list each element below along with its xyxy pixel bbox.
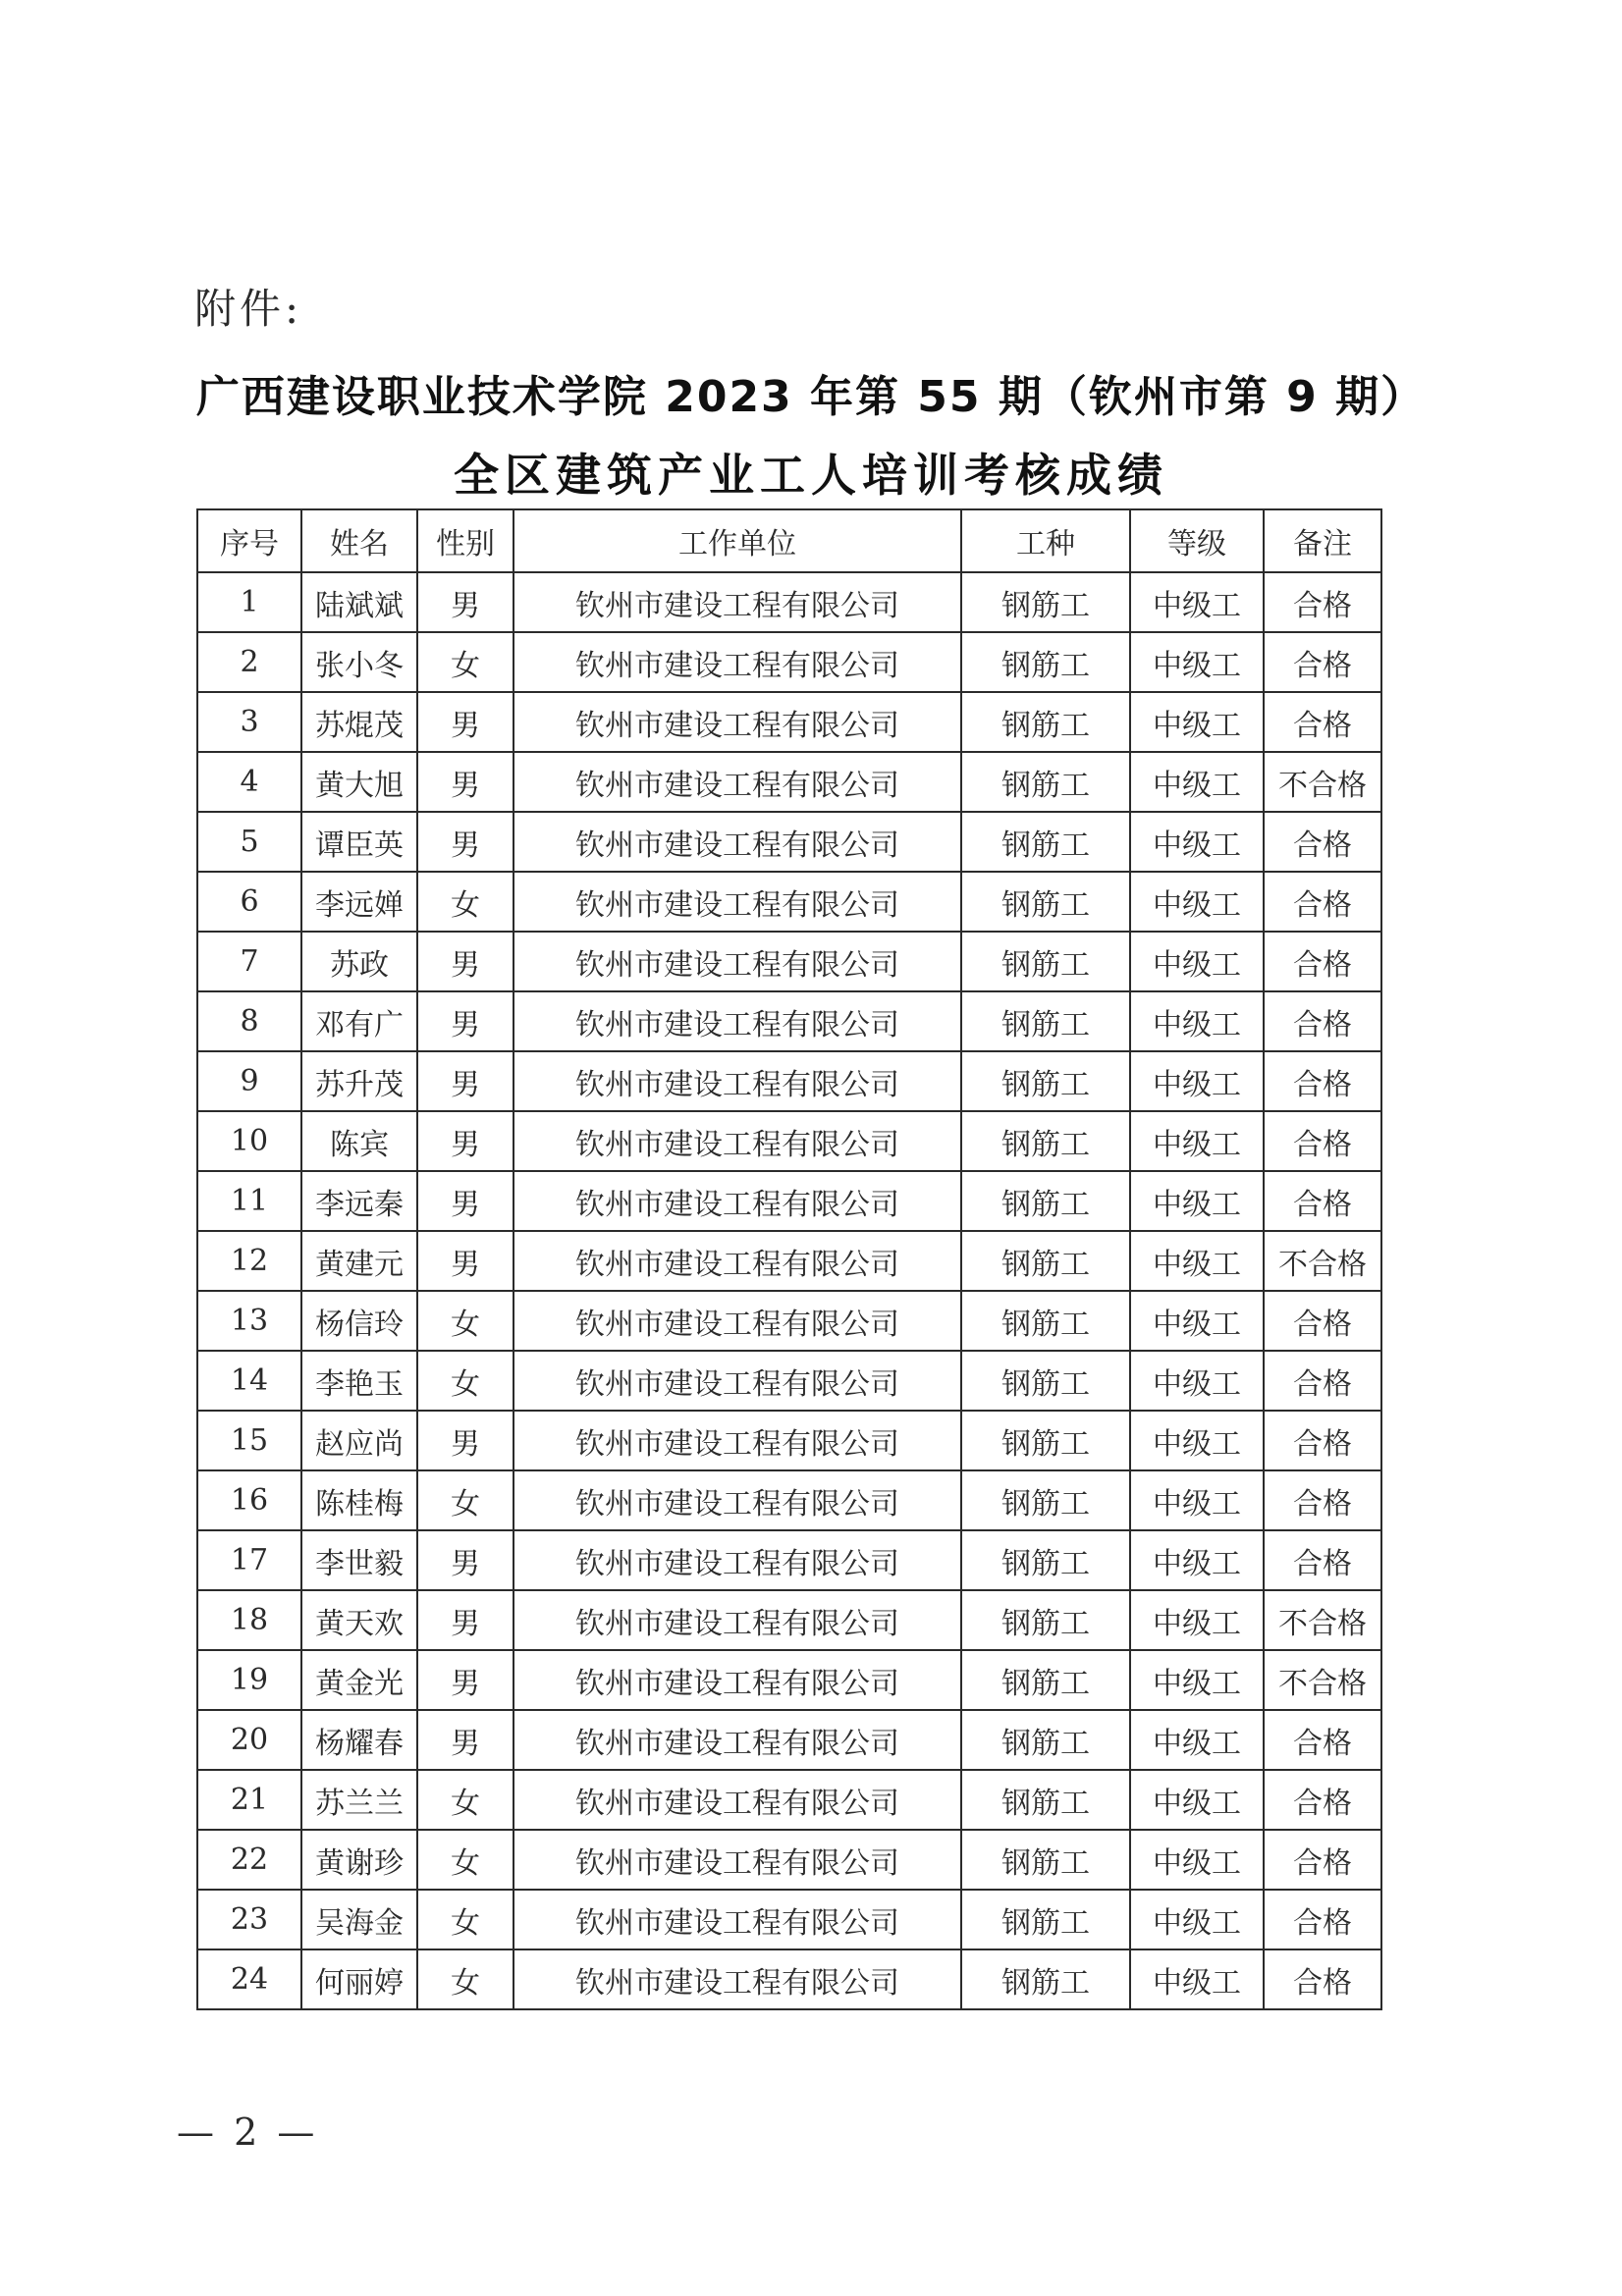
cell-level: 中级工	[1130, 1051, 1264, 1111]
document-subtitle: 全区建筑产业工人培训考核成绩	[454, 449, 1168, 502]
cell-remark: 不合格	[1264, 1650, 1381, 1710]
cell-workplace: 钦州市建设工程有限公司	[514, 1830, 961, 1890]
cell-serial: 1	[197, 572, 301, 632]
header-serial: 序号	[197, 509, 301, 572]
cell-workplace: 钦州市建设工程有限公司	[514, 1051, 961, 1111]
cell-remark: 合格	[1264, 872, 1381, 932]
cell-workplace: 钦州市建设工程有限公司	[514, 812, 961, 872]
cell-serial: 19	[197, 1650, 301, 1710]
cell-remark: 合格	[1264, 692, 1381, 752]
cell-trade: 钢筋工	[961, 1590, 1130, 1650]
cell-trade: 钢筋工	[961, 1351, 1130, 1411]
cell-trade: 钢筋工	[961, 572, 1130, 632]
cell-serial: 6	[197, 872, 301, 932]
header-name: 姓名	[301, 509, 417, 572]
cell-workplace: 钦州市建设工程有限公司	[514, 1949, 961, 2009]
table-row	[197, 1351, 1381, 1411]
table-row	[197, 1890, 1381, 1949]
table-row	[197, 872, 1381, 932]
cell-serial: 24	[197, 1949, 301, 2009]
results-table	[196, 508, 1382, 2010]
cell-remark: 合格	[1264, 572, 1381, 632]
cell-name: 苏升茂	[301, 1051, 417, 1111]
cell-level: 中级工	[1130, 1411, 1264, 1470]
cell-gender: 女	[417, 1351, 514, 1411]
cell-level: 中级工	[1130, 1231, 1264, 1291]
cell-workplace: 钦州市建设工程有限公司	[514, 1650, 961, 1710]
cell-serial: 16	[197, 1470, 301, 1530]
cell-remark: 合格	[1264, 1051, 1381, 1111]
cell-gender: 女	[417, 1291, 514, 1351]
cell-trade: 钢筋工	[961, 1710, 1130, 1770]
cell-name: 何丽婷	[301, 1949, 417, 2009]
cell-workplace: 钦州市建设工程有限公司	[514, 692, 961, 752]
cell-level: 中级工	[1130, 932, 1264, 991]
table-row	[197, 1830, 1381, 1890]
cell-name: 张小冬	[301, 632, 417, 692]
cell-name: 苏兰兰	[301, 1770, 417, 1830]
cell-gender: 男	[417, 572, 514, 632]
table-row	[197, 1949, 1381, 2009]
table-row	[197, 991, 1381, 1051]
cell-serial: 3	[197, 692, 301, 752]
cell-trade: 钢筋工	[961, 1890, 1130, 1949]
cell-trade: 钢筋工	[961, 1770, 1130, 1830]
cell-gender: 男	[417, 752, 514, 812]
cell-serial: 4	[197, 752, 301, 812]
cell-remark: 合格	[1264, 1171, 1381, 1231]
cell-remark: 合格	[1264, 1710, 1381, 1770]
cell-name: 陈宾	[301, 1111, 417, 1171]
cell-gender: 女	[417, 1949, 514, 2009]
cell-level: 中级工	[1130, 1351, 1264, 1411]
cell-trade: 钢筋工	[961, 1830, 1130, 1890]
cell-gender: 男	[417, 692, 514, 752]
cell-name: 苏焜茂	[301, 692, 417, 752]
cell-trade: 钢筋工	[961, 632, 1130, 692]
cell-remark: 合格	[1264, 1770, 1381, 1830]
cell-level: 中级工	[1130, 812, 1264, 872]
cell-level: 中级工	[1130, 1171, 1264, 1231]
cell-name: 邓有广	[301, 991, 417, 1051]
cell-trade: 钢筋工	[961, 991, 1130, 1051]
cell-name: 杨耀春	[301, 1710, 417, 1770]
cell-name: 黄金光	[301, 1650, 417, 1710]
cell-level: 中级工	[1130, 1470, 1264, 1530]
cell-workplace: 钦州市建设工程有限公司	[514, 1291, 961, 1351]
cell-gender: 女	[417, 872, 514, 932]
cell-remark: 合格	[1264, 1890, 1381, 1949]
cell-gender: 女	[417, 1770, 514, 1830]
cell-trade: 钢筋工	[961, 1949, 1130, 2009]
cell-name: 杨信玲	[301, 1291, 417, 1351]
cell-level: 中级工	[1130, 1710, 1264, 1770]
table-row	[197, 1171, 1381, 1231]
cell-serial: 17	[197, 1530, 301, 1590]
header-gender: 性别	[417, 509, 514, 572]
cell-gender: 女	[417, 632, 514, 692]
cell-trade: 钢筋工	[961, 1051, 1130, 1111]
cell-serial: 9	[197, 1051, 301, 1111]
cell-name: 李艳玉	[301, 1351, 417, 1411]
cell-remark: 合格	[1264, 812, 1381, 872]
cell-name: 黄建元	[301, 1231, 417, 1291]
cell-level: 中级工	[1130, 752, 1264, 812]
cell-serial: 21	[197, 1770, 301, 1830]
cell-name: 谭臣英	[301, 812, 417, 872]
cell-level: 中级工	[1130, 1830, 1264, 1890]
cell-trade: 钢筋工	[961, 872, 1130, 932]
cell-remark: 合格	[1264, 991, 1381, 1051]
cell-remark: 合格	[1264, 632, 1381, 692]
cell-name: 黄天欢	[301, 1590, 417, 1650]
cell-remark: 不合格	[1264, 1590, 1381, 1650]
cell-level: 中级工	[1130, 872, 1264, 932]
cell-remark: 合格	[1264, 1111, 1381, 1171]
cell-gender: 男	[417, 1590, 514, 1650]
cell-trade: 钢筋工	[961, 1530, 1130, 1590]
cell-workplace: 钦州市建设工程有限公司	[514, 1351, 961, 1411]
cell-workplace: 钦州市建设工程有限公司	[514, 1710, 961, 1770]
cell-trade: 钢筋工	[961, 1650, 1130, 1710]
cell-level: 中级工	[1130, 1291, 1264, 1351]
cell-gender: 男	[417, 1231, 514, 1291]
cell-gender: 女	[417, 1830, 514, 1890]
cell-gender: 男	[417, 991, 514, 1051]
cell-serial: 23	[197, 1890, 301, 1949]
cell-gender: 男	[417, 1411, 514, 1470]
cell-name: 李远秦	[301, 1171, 417, 1231]
cell-workplace: 钦州市建设工程有限公司	[514, 1111, 961, 1171]
cell-name: 李世毅	[301, 1530, 417, 1590]
table-row	[197, 1470, 1381, 1530]
cell-name: 李远婵	[301, 872, 417, 932]
cell-remark: 合格	[1264, 1470, 1381, 1530]
results-table-container	[196, 508, 1380, 2010]
cell-level: 中级工	[1130, 1890, 1264, 1949]
table-row	[197, 1710, 1381, 1770]
cell-level: 中级工	[1130, 1530, 1264, 1590]
table-row	[197, 932, 1381, 991]
table-row	[197, 1770, 1381, 1830]
cell-workplace: 钦州市建设工程有限公司	[514, 1890, 961, 1949]
table-row	[197, 1051, 1381, 1111]
table-row	[197, 1111, 1381, 1171]
cell-workplace: 钦州市建设工程有限公司	[514, 932, 961, 991]
cell-gender: 男	[417, 1171, 514, 1231]
cell-gender: 女	[417, 1890, 514, 1949]
table-row	[197, 812, 1381, 872]
cell-workplace: 钦州市建设工程有限公司	[514, 1770, 961, 1830]
cell-gender: 男	[417, 932, 514, 991]
cell-remark: 合格	[1264, 1830, 1381, 1890]
cell-name: 陆斌斌	[301, 572, 417, 632]
cell-name: 黄谢珍	[301, 1830, 417, 1890]
cell-trade: 钢筋工	[961, 1111, 1130, 1171]
table-row	[197, 632, 1381, 692]
cell-workplace: 钦州市建设工程有限公司	[514, 872, 961, 932]
cell-remark: 合格	[1264, 1949, 1381, 2009]
cell-level: 中级工	[1130, 1949, 1264, 2009]
cell-remark: 合格	[1264, 1351, 1381, 1411]
cell-workplace: 钦州市建设工程有限公司	[514, 1231, 961, 1291]
cell-remark: 合格	[1264, 932, 1381, 991]
cell-workplace: 钦州市建设工程有限公司	[514, 572, 961, 632]
document-title: 广西建设职业技术学院 2023 年第 55 期（钦州市第 9 期）	[195, 372, 1427, 422]
cell-trade: 钢筋工	[961, 1171, 1130, 1231]
cell-remark: 不合格	[1264, 1231, 1381, 1291]
table-row	[197, 1411, 1381, 1470]
cell-level: 中级工	[1130, 1111, 1264, 1171]
cell-serial: 12	[197, 1231, 301, 1291]
cell-serial: 14	[197, 1351, 301, 1411]
cell-serial: 10	[197, 1111, 301, 1171]
table-row	[197, 692, 1381, 752]
cell-serial: 13	[197, 1291, 301, 1351]
cell-serial: 22	[197, 1830, 301, 1890]
cell-name: 黄大旭	[301, 752, 417, 812]
table-row	[197, 752, 1381, 812]
cell-trade: 钢筋工	[961, 1411, 1130, 1470]
table-row	[197, 1590, 1381, 1650]
header-workplace: 工作单位	[514, 509, 961, 572]
cell-trade: 钢筋工	[961, 692, 1130, 752]
page-number: — 2 —	[177, 2110, 319, 2154]
cell-trade: 钢筋工	[961, 752, 1130, 812]
cell-level: 中级工	[1130, 1590, 1264, 1650]
cell-gender: 男	[417, 812, 514, 872]
cell-gender: 男	[417, 1111, 514, 1171]
cell-workplace: 钦州市建设工程有限公司	[514, 1590, 961, 1650]
table-row	[197, 1231, 1381, 1291]
cell-name: 苏政	[301, 932, 417, 991]
cell-trade: 钢筋工	[961, 932, 1130, 991]
attachment-label: 附件:	[194, 285, 303, 333]
cell-level: 中级工	[1130, 1650, 1264, 1710]
table-row	[197, 1650, 1381, 1710]
cell-workplace: 钦州市建设工程有限公司	[514, 1171, 961, 1231]
table-row	[197, 1291, 1381, 1351]
cell-level: 中级工	[1130, 632, 1264, 692]
cell-trade: 钢筋工	[961, 1231, 1130, 1291]
cell-serial: 2	[197, 632, 301, 692]
cell-serial: 15	[197, 1411, 301, 1470]
cell-remark: 合格	[1264, 1411, 1381, 1470]
cell-workplace: 钦州市建设工程有限公司	[514, 1530, 961, 1590]
table-row	[197, 572, 1381, 632]
cell-level: 中级工	[1130, 572, 1264, 632]
cell-trade: 钢筋工	[961, 1291, 1130, 1351]
cell-serial: 7	[197, 932, 301, 991]
cell-serial: 5	[197, 812, 301, 872]
cell-trade: 钢筋工	[961, 812, 1130, 872]
cell-serial: 8	[197, 991, 301, 1051]
table-header-row	[197, 509, 1381, 572]
header-remark: 备注	[1264, 509, 1381, 572]
cell-serial: 11	[197, 1171, 301, 1231]
cell-serial: 18	[197, 1590, 301, 1650]
cell-gender: 男	[417, 1710, 514, 1770]
table-row	[197, 1530, 1381, 1590]
cell-gender: 男	[417, 1650, 514, 1710]
cell-name: 吴海金	[301, 1890, 417, 1949]
cell-workplace: 钦州市建设工程有限公司	[514, 1470, 961, 1530]
cell-gender: 男	[417, 1530, 514, 1590]
cell-gender: 男	[417, 1051, 514, 1111]
cell-workplace: 钦州市建设工程有限公司	[514, 1411, 961, 1470]
cell-level: 中级工	[1130, 991, 1264, 1051]
cell-workplace: 钦州市建设工程有限公司	[514, 991, 961, 1051]
cell-trade: 钢筋工	[961, 1470, 1130, 1530]
table-body	[197, 572, 1381, 2009]
cell-remark: 合格	[1264, 1530, 1381, 1590]
cell-remark: 合格	[1264, 1291, 1381, 1351]
cell-level: 中级工	[1130, 1770, 1264, 1830]
cell-name: 赵应尚	[301, 1411, 417, 1470]
cell-name: 陈桂梅	[301, 1470, 417, 1530]
cell-serial: 20	[197, 1710, 301, 1770]
header-level: 等级	[1130, 509, 1264, 572]
cell-workplace: 钦州市建设工程有限公司	[514, 752, 961, 812]
cell-level: 中级工	[1130, 692, 1264, 752]
cell-workplace: 钦州市建设工程有限公司	[514, 632, 961, 692]
cell-remark: 不合格	[1264, 752, 1381, 812]
cell-gender: 女	[417, 1470, 514, 1530]
header-trade: 工种	[961, 509, 1130, 572]
